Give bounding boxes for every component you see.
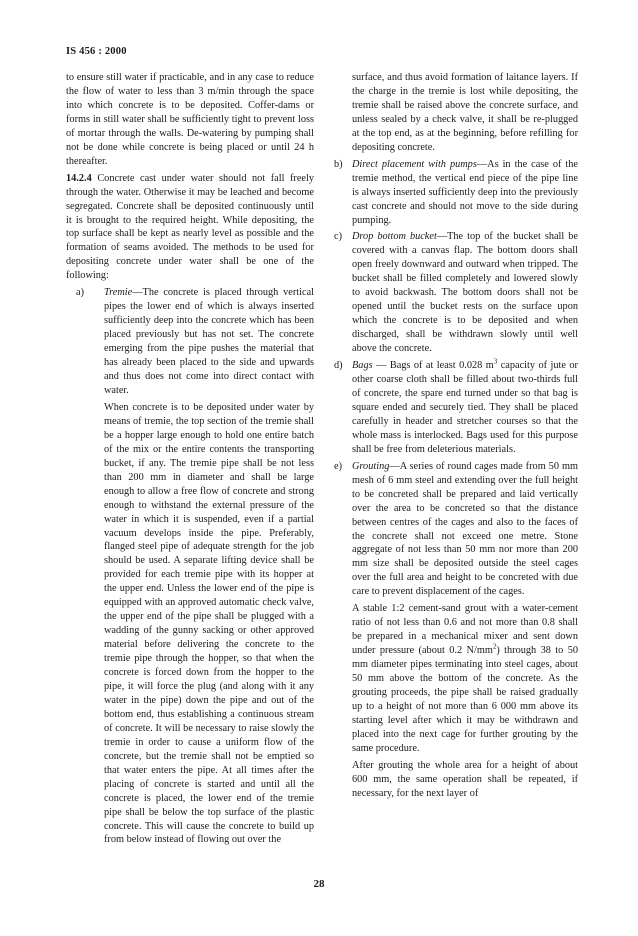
item-text: —The top of the bucket shall be covered with a canvas flap. The bottom doors shall open freely downward and outward when tripped. The bucket shall be filled completely and lowered slowly to avoid backwash. The bottom doors shall not be opened until the bucket rests on the surface upon which the concrete is to be deposited and when discharged, shall be withdrawn slowly until well above the concrete. bbox=[352, 231, 578, 355]
list-label: b) bbox=[334, 158, 343, 170]
right-column bbox=[330, 71, 578, 801]
item-text: —The concrete is placed through vertical pipes the lower end of which is always inserted sufficiently deep into the concrete which has been placed previously but has not set. The concrete emerging from the pipe pushes the material that has already been placed to the side and upwards and thus does not come into direct contact with water. bbox=[104, 287, 314, 396]
item-title: Direct placement with pumps bbox=[352, 158, 477, 170]
list-item-drop-bottom-bucket bbox=[330, 230, 578, 356]
list-label: a) bbox=[76, 287, 84, 299]
list-label: e) bbox=[334, 460, 342, 472]
section-text: Concrete cast under water should not fall freely through the water. Otherwise it may be leached and become segregated. Concrete shall be deposited continuously until it is brought to the required height. While depositing, the top surface shall be kept as nearly level as possible and the formation of seams avoided. The methods to be used for depositing concrete under water shall be one of the following: bbox=[66, 172, 315, 282]
grout-details-paragraph bbox=[330, 602, 578, 755]
grout-repeat-paragraph: After grouting the whole area for a height of about 600 mm, the same operation shall be repeated, if necessary, for the next layer of bbox=[352, 759, 578, 799]
left-column bbox=[66, 71, 314, 847]
standard-code-header: IS 456 : 2000 bbox=[66, 46, 127, 57]
paragraph-text: ) through 38 to 50 mm diameter pipes terminating into steel cages, about 50 mm above the bottom of the concrete. As the grouting proceeds, the pipe shall be raised gradually up to a height of not more than 6 000 mm above its starting level after which it may be withdrawn and placed into the next cage for further grouting by the same procedure. bbox=[352, 645, 578, 754]
item-title: Bags bbox=[352, 360, 373, 372]
list-label: d) bbox=[334, 360, 343, 372]
page-number: 28 bbox=[313, 878, 325, 890]
list-item-grouting bbox=[330, 460, 578, 600]
list-item-bags bbox=[330, 359, 578, 457]
list-item-direct-placement bbox=[330, 158, 578, 228]
section-number: 14.2.4 bbox=[66, 172, 92, 184]
item-title: Drop bottom bucket bbox=[352, 231, 437, 243]
item-text: — Bags of at least 0.028 m bbox=[372, 360, 494, 372]
section-14-2-4-paragraph bbox=[66, 172, 314, 284]
item-text: capacity of jute or other coarse cloth shall be filled about two-thirds full of concrete, the spare end turned under so that bag is square ended and securely tied. They shall be placed carefully in header and stretcher courses so that the whole mass is interlocked. Bags used for this purpose shall be free from deleterious materials. bbox=[352, 360, 578, 455]
superscript: 3 bbox=[493, 357, 498, 366]
tremie-continuation-paragraph: surface, and thus avoid formation of laitance layers. If the charge in the tremie is lost while depositing, the tremie shall be raised above the concrete surface, and unless sealed by a check valve, it shall be re-plugged at the top end, as at the beginning, before refilling for depositing concrete. bbox=[352, 72, 578, 153]
paragraph-text: A stable 1:2 cement-sand grout with a water-cement ratio of not less than 0.6 and not more than 0.8 shall be prepared in a mechanical mixer and sent down under pressure (about 0.2 N/mm bbox=[352, 603, 578, 657]
list-item-tremie bbox=[66, 286, 314, 398]
superscript: 2 bbox=[492, 642, 497, 651]
item-title: Grouting bbox=[352, 460, 390, 472]
intro-paragraph: to ensure still water if practicable, and in any case to reduce the flow of water to less than 3 m/min through the space into which concrete is to be deposited. Coffer-dams or forms in still water shall be sufficiently tight to prevent loss of mortar through the walls. De-watering by pumping shall not be done while concrete is being placed or until 24 h thereafter. bbox=[66, 72, 314, 167]
item-text: —A series of round cages made from 50 mm mesh of 6 mm steel and extending over the full height to be concreted shall be prepared and laid vertically over the area to be concreted so that the distance between centres of the cages and also to the faces of the concrete shall not exceed one metre. Stone aggregate of not less than 50 mm nor more than 200 mm size shall be deposited outside the steel cages over the full area and height to be concreted with due care to prevent displacement of the cages. bbox=[352, 460, 578, 598]
item-title: Tremie bbox=[104, 287, 133, 299]
tremie-details-paragraph: When concrete is to be deposited under water by means of tremie, the top section of the tremie shall be a hopper large enough to hold one entire batch of the mix or the entire contents the transporting bucket, if any. The tremie pipe shall be not less than 200 mm in diameter and shall be large enough to allow a free flow of concrete and strong enough to withstand the external pressure of the water in which it is suspended, even if a partial vacuum develops inside the pipe. Preferably, flanged steel pipe of adequate strength for the job should be used. A separate lifting device shall be provided for each tremie pipe with its hopper at the upper end. Unless the lower end of the pipe is equipped with an approved automatic check valve, the upper end of the pipe shall be plugged with a wadding of the gunny sacking or other approved material before delivering the concrete to the tremie pipe through the hopper, so that when the concrete is forced down from the hopper to the pipe, it will force the plug (and along with it any water in the pipe) down the pipe and out of the bottom end, thus establishing a continuous stream of concrete. It will be necessary to raise slowly the tremie in order to cause a uniform flow of the concrete, but the tremie shall not be emptied so that water enters the pipe. At all times after the placing of concrete is started and until all the concrete is placed, the lower end of the tremie pipe shall be below the top surface of the plastic concrete. This will cause the concrete to build up from below instead of flowing out over the bbox=[104, 401, 314, 846]
list-label: c) bbox=[334, 231, 342, 243]
item-text: —As in the case of the tremie method, the vertical end piece of the pipe line is always inserted sufficiently deep into the previously cast concrete and should not move to the side during pumping. bbox=[352, 158, 578, 226]
